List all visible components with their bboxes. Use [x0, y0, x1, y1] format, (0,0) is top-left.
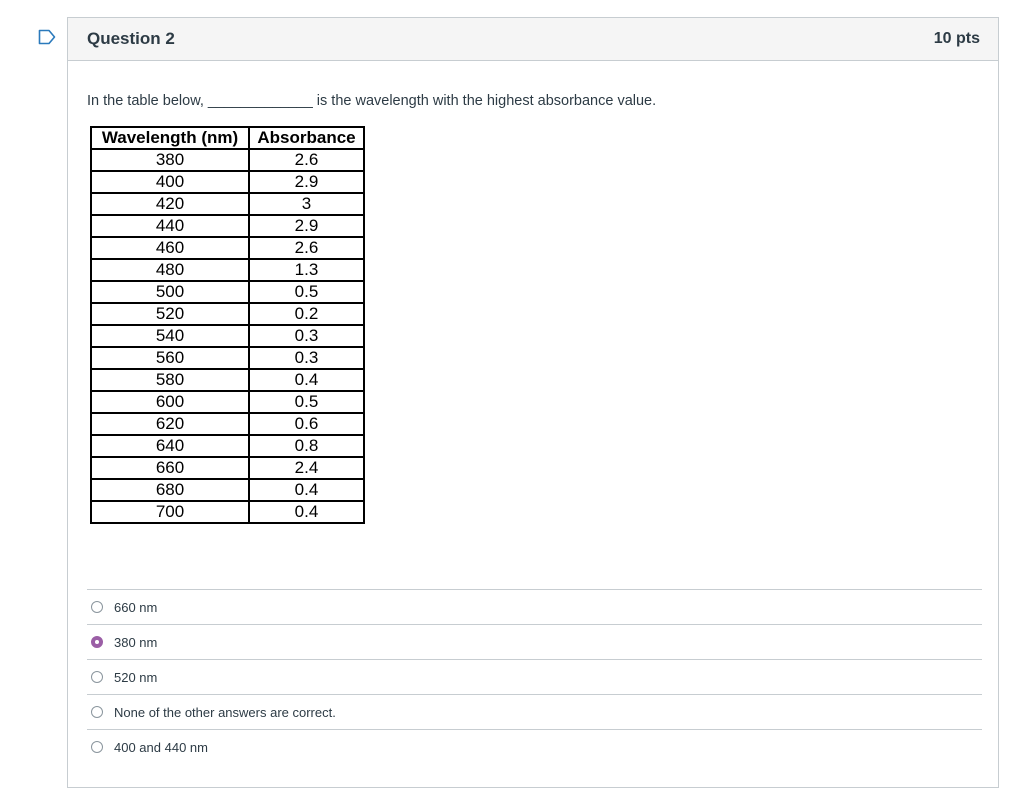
- absorbance-cell: 0.4: [249, 369, 364, 391]
- wavelength-cell: 480: [91, 259, 249, 281]
- answer-label[interactable]: 660 nm: [114, 599, 158, 615]
- answer-radio[interactable]: [91, 636, 103, 648]
- absorbance-cell: 2.9: [249, 171, 364, 193]
- answer-list: [87, 589, 982, 764]
- table-row: [91, 479, 364, 501]
- wavelength-cell: 600: [91, 391, 249, 413]
- wavelength-cell: 660: [91, 457, 249, 479]
- absorbance-cell: 0.4: [249, 479, 364, 501]
- answer-option[interactable]: [87, 729, 982, 764]
- absorbance-cell: 0.6: [249, 413, 364, 435]
- question-points: 10 pts: [933, 30, 980, 47]
- absorbance-cell: 3: [249, 193, 364, 215]
- absorbance-cell: 0.3: [249, 347, 364, 369]
- answer-option[interactable]: [87, 589, 982, 624]
- answer-radio[interactable]: [91, 671, 103, 683]
- wavelength-cell: 520: [91, 303, 249, 325]
- table-row: [91, 391, 364, 413]
- answer-option[interactable]: [87, 624, 982, 659]
- wavelength-cell: 540: [91, 325, 249, 347]
- table-row: [91, 347, 364, 369]
- absorbance-cell: 2.6: [249, 237, 364, 259]
- wavelength-cell: 560: [91, 347, 249, 369]
- wavelength-cell: 380: [91, 149, 249, 171]
- column-header-absorbance: Absorbance: [249, 127, 364, 149]
- table-row: [91, 237, 364, 259]
- question-header: [68, 18, 998, 61]
- wavelength-cell: 400: [91, 171, 249, 193]
- table-row: [91, 413, 364, 435]
- table-body: [91, 149, 364, 523]
- answer-label[interactable]: 400 and 440 nm: [114, 739, 208, 755]
- absorbance-cell: 0.3: [249, 325, 364, 347]
- absorbance-cell: 0.4: [249, 501, 364, 523]
- wavelength-cell: 420: [91, 193, 249, 215]
- question-body: [87, 92, 980, 755]
- table-row: [91, 171, 364, 193]
- answer-option[interactable]: [87, 659, 982, 694]
- table-row: [91, 303, 364, 325]
- absorbance-cell: 0.8: [249, 435, 364, 457]
- wavelength-cell: 700: [91, 501, 249, 523]
- wavelength-cell: 500: [91, 281, 249, 303]
- table-row: [91, 501, 364, 523]
- table-header-row: [91, 127, 364, 149]
- table-row: [91, 193, 364, 215]
- wavelength-cell: 460: [91, 237, 249, 259]
- wavelength-cell: 640: [91, 435, 249, 457]
- absorbance-cell: 0.5: [249, 281, 364, 303]
- table-row: [91, 259, 364, 281]
- absorbance-cell: 0.5: [249, 391, 364, 413]
- table-row: [91, 149, 364, 171]
- table-row: [91, 369, 364, 391]
- table-row: [91, 435, 364, 457]
- wavelength-cell: 680: [91, 479, 249, 501]
- column-header-wavelength: Wavelength (nm): [91, 127, 249, 149]
- answer-radio[interactable]: [91, 706, 103, 718]
- answer-option[interactable]: [87, 694, 982, 729]
- table-row: [91, 457, 364, 479]
- question-prompt: In the table below, _____________ is the wavelength with the highest absorbance value.: [87, 93, 657, 109]
- question-card: [67, 17, 999, 788]
- table-row: [91, 281, 364, 303]
- answer-label[interactable]: 380 nm: [114, 634, 158, 650]
- wavelength-absorbance-table: [90, 126, 365, 524]
- absorbance-cell: 1.3: [249, 259, 364, 281]
- flag-question-icon[interactable]: [38, 29, 56, 45]
- wavelength-cell: 580: [91, 369, 249, 391]
- table-row: [91, 215, 364, 237]
- answer-radio[interactable]: [91, 601, 103, 613]
- absorbance-cell: 2.9: [249, 215, 364, 237]
- table-row: [91, 325, 364, 347]
- absorbance-cell: 0.2: [249, 303, 364, 325]
- answer-label[interactable]: None of the other answers are correct.: [114, 704, 336, 720]
- wavelength-cell: 620: [91, 413, 249, 435]
- absorbance-cell: 2.6: [249, 149, 364, 171]
- wavelength-cell: 440: [91, 215, 249, 237]
- answer-radio[interactable]: [91, 741, 103, 753]
- answer-label[interactable]: 520 nm: [114, 669, 158, 685]
- absorbance-cell: 2.4: [249, 457, 364, 479]
- question-title: Question 2: [87, 29, 175, 48]
